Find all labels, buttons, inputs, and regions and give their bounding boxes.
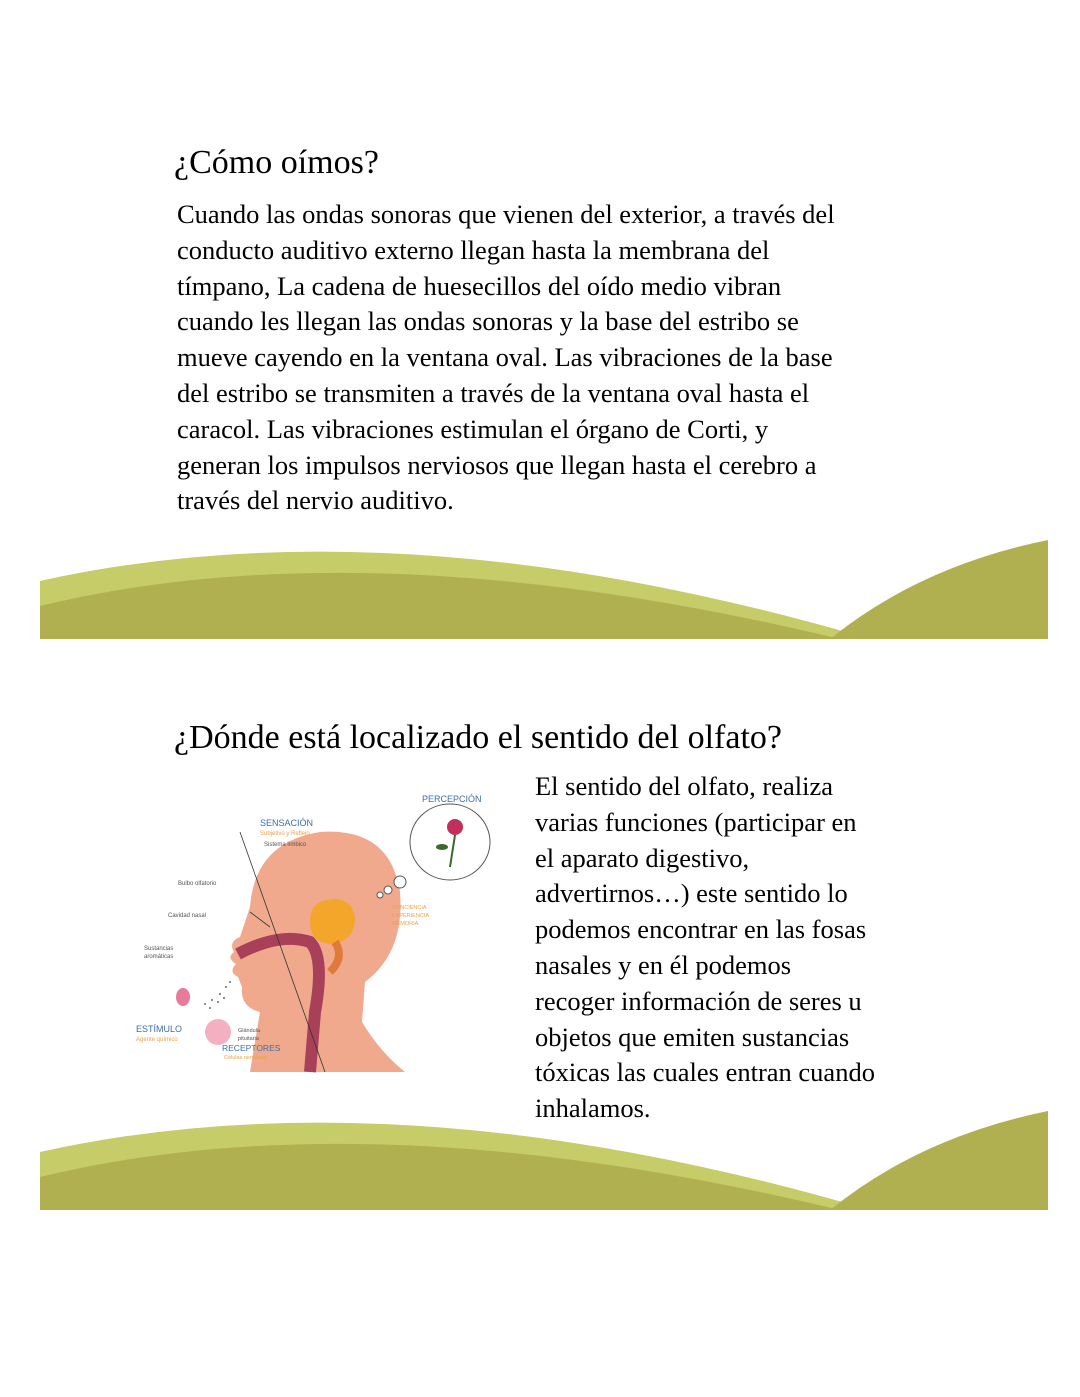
text-line: del estribo se transmiten a través de la ventana oval hasta el — [177, 377, 810, 408]
olfaction-illustration — [130, 782, 500, 1078]
label-sensacion: SENSACIÓN — [260, 818, 314, 828]
label-estimulo-sub: Agente químico — [136, 1037, 178, 1043]
text-line: nasales y en él podemos — [535, 949, 792, 980]
text-line: el aparato digestivo, — [535, 842, 750, 873]
label-memoria: MEMORIA — [392, 921, 419, 927]
text-line: advertirnos…) este sentido lo — [535, 878, 848, 909]
text-line: través del nervio auditivo. — [177, 485, 454, 516]
text-line: generan los impulsos nerviosos que llegan hasta el cerebro a — [177, 449, 817, 480]
label-glandula-2: pituitaria — [238, 1036, 259, 1042]
label-estimulo: ESTÍMULO — [136, 1024, 183, 1034]
text-line: El sentido del olfato, realiza — [535, 771, 834, 801]
label-cavidad: Cavidad nasal — [168, 913, 207, 919]
text-line: objetos que emiten sustancias — [535, 1021, 850, 1052]
label-receptores-sub: Células nerviosas — [224, 1055, 268, 1061]
label-glandula: Glándula — [238, 1028, 261, 1034]
text-line: Cuando las ondas sonoras que vienen del exterior, a través del — [177, 199, 835, 229]
rose-icon — [447, 819, 463, 835]
slide2-title: ¿Dónde está localizado el sentido del olfato? — [174, 719, 782, 756]
text-line: conducto auditivo externo llegan hasta la membrana del — [177, 234, 770, 265]
perfume-bottle-icon — [205, 1019, 231, 1045]
slide2-body — [535, 769, 875, 1127]
label-sustancias-2: aromáticas — [144, 954, 174, 960]
label-sensacion-sub: Subjetivo y Reflejo — [260, 831, 310, 837]
text-line: tímpano, La cadena de huesecillos del oído medio vibran — [177, 270, 782, 301]
text-line: recoger información de seres u — [535, 985, 862, 1016]
label-sistema-limbico: Sistema límbico — [264, 842, 307, 848]
text-line: caracol. Las vibraciones estimulan el órgano de Corti, y — [177, 413, 769, 444]
label-bulbo: Bulbo olfatorio — [178, 881, 217, 887]
label-conciencia: CONCIENCIA — [392, 905, 427, 911]
label-sustancias: Sustancias — [144, 946, 174, 952]
slide1-title: ¿Cómo oímos? — [174, 144, 379, 181]
text-line: cuando les llegan las ondas sonoras y la base del estribo se — [177, 306, 799, 337]
label-receptores: RECEPTORES — [222, 1043, 281, 1053]
slide1-body — [177, 197, 835, 519]
text-line: tóxicas las cuales entran cuando — [535, 1057, 875, 1088]
text-line: podemos encontrar en las fosas — [535, 914, 867, 945]
text-line: varias funciones (participar en — [535, 806, 857, 837]
label-experiencia: EXPERIENCIA — [392, 913, 429, 919]
label-percepcion: PERCEPCIÓN — [422, 794, 482, 804]
text-line: mueve cayendo en la ventana oval. Las vibraciones de la base — [177, 342, 833, 373]
decorative-wave-footer — [40, 1107, 1048, 1210]
decorative-wave-footer — [40, 536, 1048, 639]
text-line: inhalamos. — [535, 1093, 651, 1124]
